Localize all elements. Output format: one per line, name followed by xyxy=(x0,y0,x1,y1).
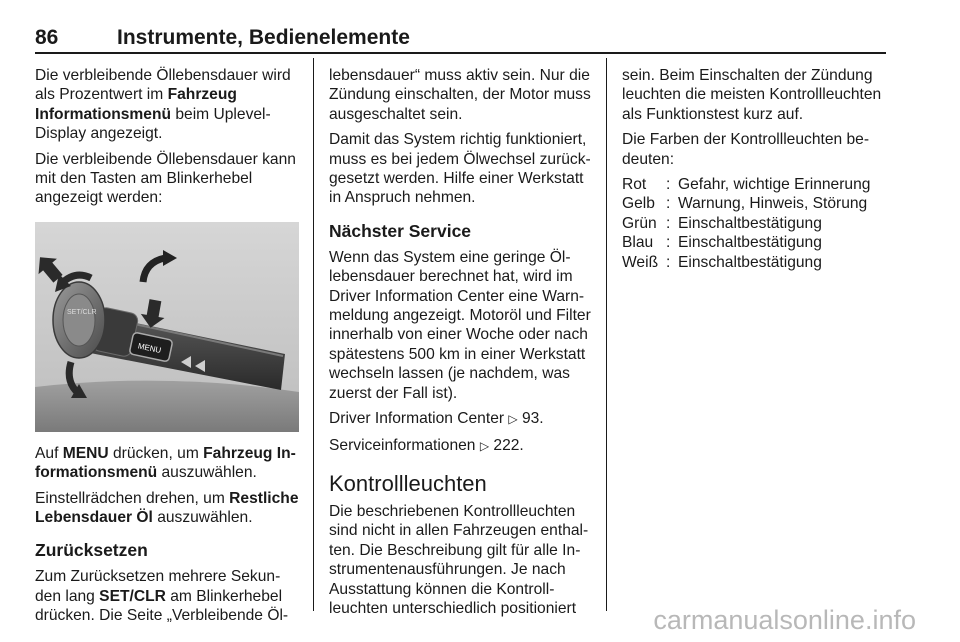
color-meaning: Einschaltbestätigung xyxy=(678,234,822,252)
table-row xyxy=(622,194,870,213)
page-number: 86 xyxy=(35,26,59,49)
column-2 xyxy=(329,66,593,624)
text: Driver Information Center xyxy=(329,410,509,428)
paragraph xyxy=(35,66,299,144)
set-clr-label: SET/CLR xyxy=(67,308,97,316)
cross-reference[interactable] xyxy=(329,436,593,456)
bold-term: Restliche Lebensdauer Öl xyxy=(35,489,299,527)
paragraph xyxy=(35,444,299,483)
color-meaning-table xyxy=(622,175,870,272)
section-heading-kontrollleuchten: Kontrollleuchten xyxy=(329,470,487,496)
table-row xyxy=(622,253,870,272)
paragraph: Damit das System richtig funktioniert, muss es bei jedem Ölwechsel zurückgesetzt werden. Hilfe einer Werkstatt in Anspruch nehmen. xyxy=(329,131,591,207)
column-divider xyxy=(313,58,314,611)
text: Serviceinformationen xyxy=(329,436,480,454)
color-name: Gelb xyxy=(622,195,655,213)
color-meaning: Warnung, Hinweis, Störung xyxy=(678,195,868,213)
color-meaning: Einschaltbestätigung xyxy=(678,214,822,232)
paragraph xyxy=(35,567,299,625)
text: Auf xyxy=(35,444,63,462)
separator: : xyxy=(666,234,671,252)
text: Einstellrädchen drehen, um xyxy=(35,489,230,507)
separator: : xyxy=(666,214,671,232)
paragraph: Wenn das System eine geringe Öllebensdauer berechnet hat, wird im Driver Information Center eine Warnmeldung angezeigt. Motoröl und Filter innerhalb von einer Woche oder nach spätestens 500 km in einer Werkstatt wechseln lassen (je nachdem, was zuerst der Fall ist). xyxy=(329,248,591,402)
paragraph: Die Farben der Kontrollleuchten bedeuten: xyxy=(622,131,870,168)
watermark: carmanualsonline.info xyxy=(653,605,916,635)
menu-label: MENU xyxy=(137,341,162,355)
color-name: Rot xyxy=(622,176,647,194)
triangle-reference-icon: ▷ xyxy=(479,438,490,453)
page-header xyxy=(35,20,886,54)
column-3 xyxy=(622,66,888,272)
turn-signal-lever-figure xyxy=(35,222,299,432)
paragraph: Die verbleibende Öllebensdauer kann mit den Tasten am Blinkerhebel angezeigt werden: xyxy=(35,150,296,207)
text: am Blinkerhebel drücken. Die Seite „Verbleibende Öl- xyxy=(35,587,289,625)
color-name: Blau xyxy=(622,234,654,252)
color-name: Weiß xyxy=(622,253,659,271)
bold-term: MENU xyxy=(62,444,109,462)
color-name: Grün xyxy=(622,214,657,232)
paragraph: Die beschriebenen Kontrollleuchten sind nicht in allen Fahrzeugen enthalten. Die Beschreibung gilt für alle Instrumentenausführungen. Je nach Ausstattung können die Kontrollleuchten unterschiedlich positioniert xyxy=(329,502,589,617)
section-heading-reset: Zurücksetzen xyxy=(35,540,148,561)
cross-reference[interactable] xyxy=(329,409,593,429)
table-row xyxy=(622,233,870,252)
triangle-reference-icon: ▷ xyxy=(508,412,518,427)
separator: : xyxy=(666,253,671,271)
bold-term: Fahrzeug Informationsmenü xyxy=(35,444,296,482)
page-ref: 222. xyxy=(489,436,524,454)
color-meaning: Gefahr, wichtige Erinnerung xyxy=(678,176,871,194)
text: auszuwählen. xyxy=(152,509,253,527)
table-row xyxy=(622,175,870,194)
bold-term: Fahrzeug Informationsmenü xyxy=(35,86,237,123)
separator: : xyxy=(666,195,671,213)
column-1 xyxy=(35,66,299,632)
table-row xyxy=(622,214,870,233)
section-heading-next-service: Nächster Service xyxy=(329,220,472,241)
column-divider xyxy=(606,58,607,611)
page-title: Instrumente, Bedienelemente xyxy=(117,26,410,49)
paragraph: lebensdauer“ muss aktiv sein. Nur die Zündung einschalten, der Motor muss ausgeschaltet sein. xyxy=(329,67,591,123)
color-meaning: Einschaltbestätigung xyxy=(678,253,822,271)
text: Zum Zurücksetzen mehrere Sekunden lang xyxy=(35,568,281,605)
page-ref: 93. xyxy=(517,410,544,428)
text: beim Uplevel-Display angezeigt. xyxy=(35,105,271,143)
text: drücken, um xyxy=(108,444,204,462)
paragraph xyxy=(35,489,299,528)
text: Die verbleibende Öllebensdauer wird als Prozentwert im xyxy=(35,67,291,104)
bold-term: SET/CLR xyxy=(99,587,166,605)
paragraph: sein. Beim Einschalten der Zündung leuchten die meisten Kontrollleuchten als Funktionstest kurz auf. xyxy=(622,67,882,123)
text: auszuwählen. xyxy=(157,464,257,482)
separator: : xyxy=(666,176,671,194)
